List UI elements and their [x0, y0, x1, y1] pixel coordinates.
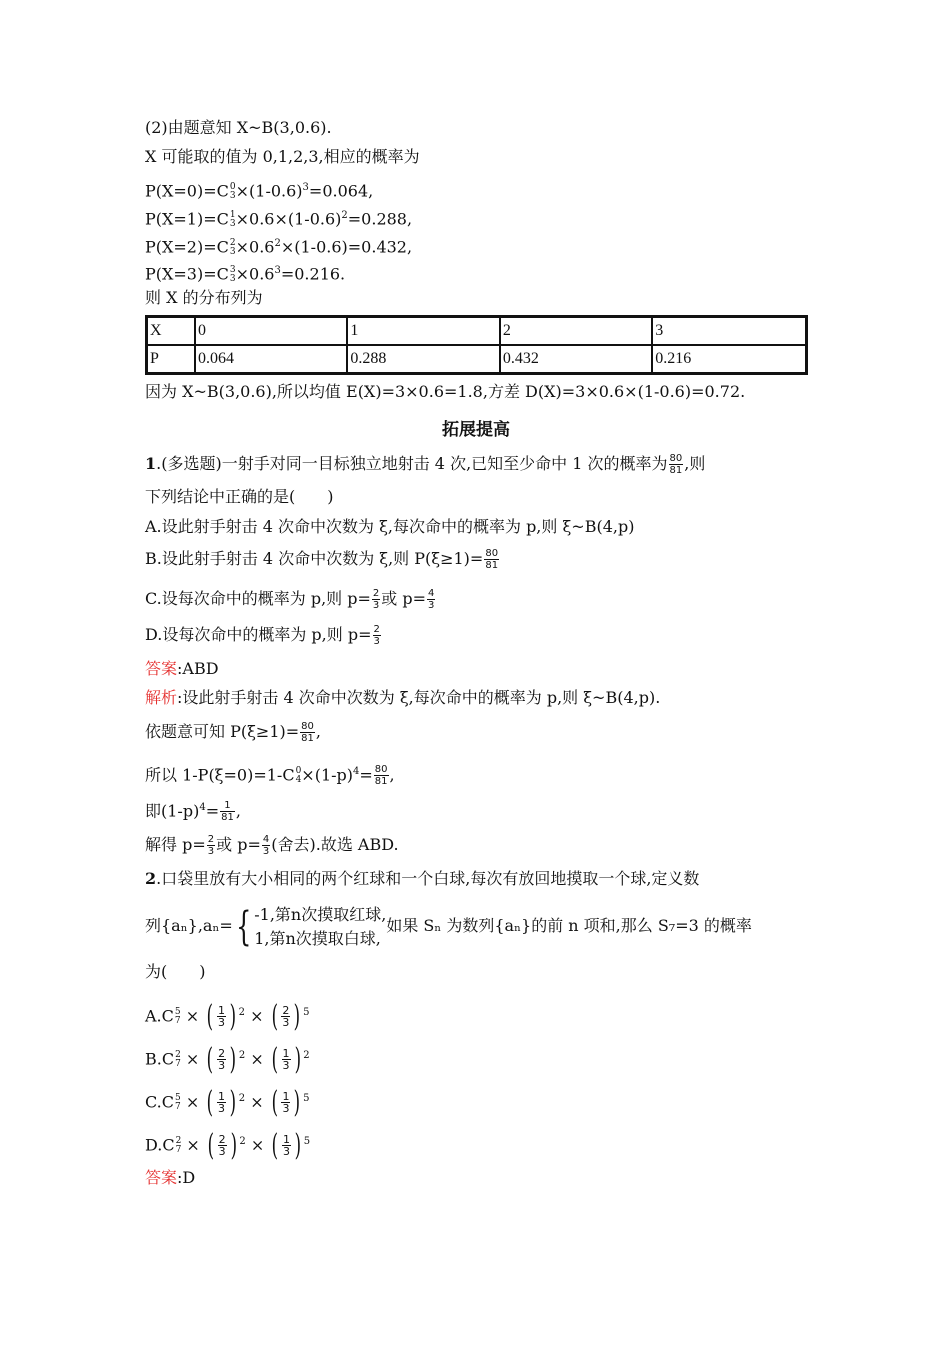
- table-cell: X: [147, 317, 196, 346]
- table-cell: 0.432: [500, 345, 652, 374]
- table-cell: 0.288: [347, 345, 499, 374]
- table-cell: 3: [652, 317, 806, 346]
- q1-stem-cont: 下列结论中正确的是( ): [145, 487, 334, 506]
- q1-solution-step2: 所以 1-P(ξ=0)=1-C 0 4 $\times(1-p)^4=$ $\frac{80}{81}$ ,: [145, 764, 395, 788]
- piecewise-definition: -1,第n次摸取红球, 1,第n次摸取白球,: [254, 904, 387, 948]
- answer-label: 答案: [145, 1168, 178, 1187]
- q1-solution-step4: 解得 p= $\frac{2}{3}$ 或 p= $\frac{4}{3}$ (舍去).故选 ABD.: [145, 834, 399, 857]
- part2-values-line: X 可能取的值为 0,1,2,3,相应的概率为: [145, 147, 420, 166]
- table-row: [147, 317, 807, 346]
- part2-intro: (2)由题意知 X~B(3,0.6).: [145, 118, 332, 137]
- section-title: 拓展提高: [442, 420, 510, 440]
- q2-option-b: B.C 2 7 × ( $\frac{2}{3}$ ) $^2$ × ( $\frac{1}{3}$ ) $^2$: [145, 1041, 310, 1077]
- prob-x3: P(X=3)=C 3 3 $\times 0.6^3=0.216$.: [145, 264, 346, 284]
- q1-option-d: D.设每次命中的概率为 p,则 p= $\frac{2}{3}$: [145, 624, 380, 647]
- answer-label: 答案: [145, 659, 178, 678]
- q1-solution-step1: 依题意可知 P(ξ≥1)= $\frac{80}{81}$ ,: [145, 721, 321, 744]
- distribution-intro: 则 X 的分布列为: [145, 288, 263, 307]
- q1-solution: 解析:设此射手射击 4 次命中次数为 ξ,每次命中的概率为 p,则 ξ~B(4,p).: [145, 688, 661, 707]
- q2-option-c: C.C 5 7 × ( $\frac{1}{3}$ ) $^2$ × ( $\frac{1}{3}$ ) $^5$: [145, 1084, 310, 1120]
- prob-x2: P(X=2)=C 2 3 $\times 0.6^2\times(1-0.6)=0.432$,: [145, 237, 413, 257]
- q2-option-d: D.C 2 7 × ( $\frac{2}{3}$ ) $^2$ × ( $\frac{1}{3}$ ) $^5$: [145, 1127, 311, 1163]
- table-row: [147, 345, 807, 374]
- distribution-table: [145, 315, 808, 375]
- table-cell: 2: [500, 317, 652, 346]
- prob-x0: P(X=0)=C 0 3 $\times(1-0.6)^3=0.064$,: [145, 181, 374, 201]
- table-cell: 0.064: [195, 345, 347, 374]
- q1-option-b: B.设此射手射击 4 次命中次数为 ξ,则 P(ξ≥1)= $\frac{80}{81}$: [145, 548, 499, 571]
- table-cell: 0.216: [652, 345, 806, 374]
- q1-option-c: C.设每次命中的概率为 p,则 p= $\frac{2}{3}$ 或 p= $\frac{4}{3}$: [145, 588, 435, 611]
- solution-label: 解析: [145, 688, 178, 707]
- q2-stem-end: 为( ): [145, 962, 206, 981]
- q1-solution-step3: 即$(1-p)^4=$ $\frac{1}{81}$ ,: [145, 800, 241, 824]
- table-cell: P: [147, 345, 196, 374]
- prob-x1: P(X=1)=C 1 3 $\times 0.6\times(1-0.6)^2=0.288$,: [145, 209, 413, 229]
- table-cell: 1: [347, 317, 499, 346]
- q2-stem: 2.口袋里放有大小相同的两个红球和一个白球,每次有放回地摸取一个球,定义数: [145, 869, 700, 888]
- table-cell: 0: [195, 317, 347, 346]
- q2-answer: 答案:D: [145, 1168, 196, 1187]
- q2-option-a: A.C 5 7 × ( $\frac{1}{3}$ ) $^2$ × ( $\frac{2}{3}$ ) $^5$: [145, 998, 310, 1034]
- mean-variance-line: 因为 X~B(3,0.6),所以均值 E(X)=3×0.6=1.8,方差 D(X)=3×0.6×(1-0.6)=0.72.: [145, 382, 746, 401]
- q1-stem: 1.(多选题)一射手对同一目标独立地射击 4 次,已知至少命中 1 次的概率为 $\frac{80}{81}$ ,则: [145, 453, 706, 476]
- q1-answer: 答案:ABD: [145, 659, 219, 678]
- q2-stem-cont: 列{aₙ},aₙ={ -1,第n次摸取红球, 1,第n次摸取白球, 如果 Sₙ 为数列{aₙ}的前 n 项和,那么 S₇=3 的概率: [145, 903, 752, 950]
- q1-option-a: A.设此射手射击 4 次命中次数为 ξ,每次命中的概率为 p,则 ξ~B(4,p): [145, 517, 635, 536]
